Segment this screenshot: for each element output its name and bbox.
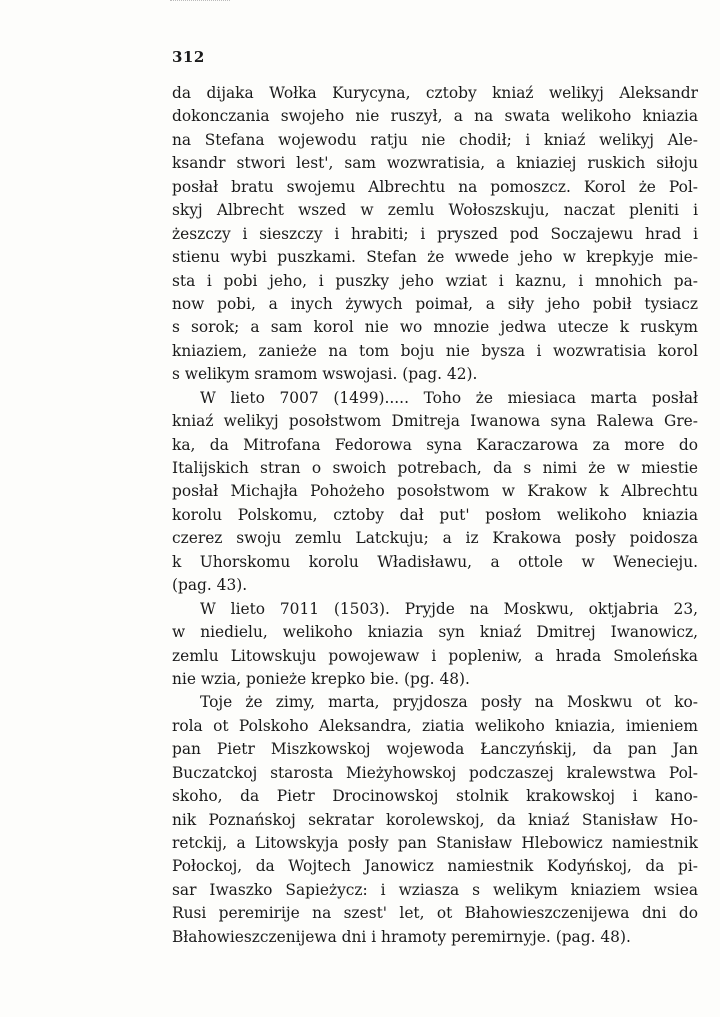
paragraph	[172, 598, 698, 692]
paragraph	[172, 387, 698, 598]
text-line: czerez swoju zemlu Latckuju; a iz Krakowa posły poidosza	[172, 529, 698, 548]
text-line: w niedielu, welikoho kniazia syn kniaź Dmitrej Iwanowicz,	[172, 623, 698, 642]
text-line: Buczatckoj starosta Mieżyhowskoj podczaszej kralewstwa Pol-	[172, 763, 698, 782]
text-line: na Stefana wojewodu ratju nie chodił; i kniaź welikyj Ale-	[172, 130, 698, 149]
text-line: ksandr stwori lest', sam wozwratisia, a kniaziej ruskich siłoju	[172, 154, 698, 173]
text-line: k Uhorskomu korolu Władisławu, a ottole w Wenecieju.	[172, 552, 698, 571]
text-line: now pobi, a inych żywych poimał, a siły jeho pobił tysiacz	[172, 294, 698, 313]
text-line: da dijaka Wołka Kurycyna, cztoby kniaź welikyj Aleksandr	[172, 84, 698, 102]
text-line: żeszczy i sieszczy i hrabiti; i pryszed pod Soczajewu hrad i	[172, 224, 698, 243]
body-text	[172, 82, 698, 949]
text-line: skoho, da Pietr Drocinowskoj stolnik krakowskoj i kano-	[172, 787, 698, 806]
scan-edge-mark	[170, 0, 230, 5]
text-line: dokonczania swojeho nie ruszył, a na swata welikoho kniazia	[172, 107, 698, 126]
text-line: Połockoj, da Wojtech Janowicz namiestnik Kodyńskoj, da pi-	[172, 857, 698, 876]
text-line: rola ot Polskoho Aleksandra, ziatia welikoho kniazia, imieniem	[172, 716, 698, 735]
text-line: sta i pobi jeho, i puszky jeho wziat i kaznu, i mnohich pa-	[172, 271, 698, 290]
text-line: Rusi peremirije na szest' let, ot Błahowieszczenijewa dni do	[172, 904, 698, 923]
text-line: s sorok; a sam korol nie wo mnozie jedwa utecze k ruskym	[172, 318, 698, 337]
text-line: stienu wybi puszkami. Stefan że wwede jeho w krepkyje mie-	[172, 248, 698, 267]
text-line: korolu Polskomu, cztoby dał put' posłom welikoho kniazia	[172, 505, 698, 524]
text-line: kniaź welikyj posołstwom Dmitreja Iwanowa syna Ralewa Gre-	[172, 412, 698, 431]
text-line: Italijskich stran o swoich potrebach, da s nimi że w miestie	[172, 459, 698, 477]
text-line: W lieto 7011 (1503). Pryjde na Moskwu, oktjabria 23,	[200, 599, 698, 618]
text-line: zemlu Litowskuju powojewaw i popleniw, a hrada Smoleńska	[172, 646, 698, 665]
paragraph	[172, 691, 698, 949]
text-line: posłał bratu swojemu Albrechtu na pomoszcz. Korol że Pol-	[172, 177, 698, 196]
text-line: s welikym sramom wswojasi. (pag. 42).	[172, 365, 478, 384]
text-line: (pag. 43).	[172, 576, 248, 595]
text-line: sar Iwaszko Sapieżycz: i wziasza s welikym kniaziem wsiea	[172, 880, 698, 899]
paragraph	[172, 82, 698, 387]
text-line: posłał Michajła Pohożeho posołstwom w Krakow k Albrechtu	[172, 482, 698, 501]
text-line: ka, da Mitrofana Fedorowa syna Karaczarowa za more do	[172, 435, 698, 454]
text-line: skyj Albrecht wszed w zemlu Wołoszskuju, naczat pleniti i	[172, 201, 698, 220]
text-line: nik Poznańskoj sekratar korolewskoj, da kniaź Stanisław Ho-	[172, 810, 698, 829]
text-line: nie wzia, ponieże krepko bie. (pg. 48).	[172, 669, 470, 688]
text-line: W lieto 7007 (1499)..... Toho że miesiaca marta posłał	[200, 388, 698, 407]
page-number: 312	[172, 48, 205, 66]
text-line: Toje że zimy, marta, pryjdosza posły na Moskwu ot ko-	[200, 693, 698, 712]
text-line: kniaziem, zanieże na tom boju nie bysza i wozwratisia korol	[172, 341, 698, 360]
text-line: pan Pietr Miszkowskoj wojewoda Łanczyńskij, da pan Jan	[172, 740, 698, 759]
text-line: Błahowieszczenijewa dni i hramoty peremirnyje. (pag. 48).	[172, 927, 631, 946]
text-line: retckij, a Litowskyja posły pan Stanisław Hlebowicz namiestnik	[172, 834, 698, 852]
